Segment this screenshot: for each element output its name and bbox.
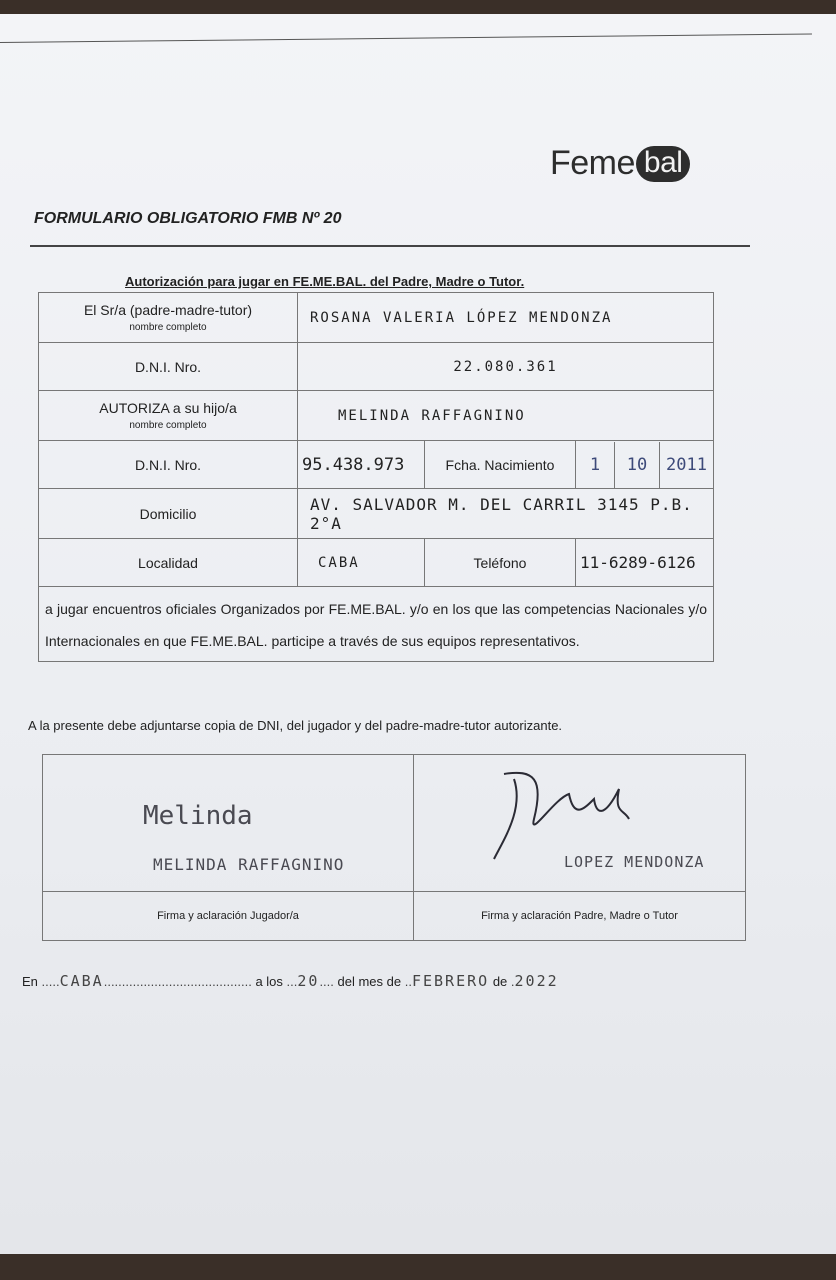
child-label: AUTORIZA a su hijo/a — [99, 400, 237, 416]
parent-dni-row — [39, 343, 714, 391]
parent-label: El Sr/a (padre-madre-tutor) — [83, 302, 253, 318]
child-name-value[interactable]: MELINDA RAFFAGNINO — [298, 391, 714, 441]
phone-value[interactable]: 11-6289-6126 — [576, 539, 714, 587]
child-row — [39, 391, 714, 441]
address-row — [39, 489, 714, 539]
birth-date-cell — [576, 441, 714, 489]
player-signature: Melinda — [143, 801, 253, 831]
date-day[interactable]: 20 — [297, 972, 320, 990]
date-year[interactable]: 2022 — [514, 972, 559, 990]
authorization-text-row — [39, 587, 714, 662]
logo-badge: bal — [636, 146, 691, 182]
form-title: FORMULARIO OBLIGATORIO FMB Nº 20 — [34, 210, 342, 227]
child-dni-value[interactable]: 95.438.973 — [298, 441, 425, 489]
city-row — [39, 539, 714, 587]
parent-dni-label: D.N.I. Nro. — [39, 343, 298, 391]
date-year-prefix: de — [492, 974, 508, 989]
parent-sublabel: nombre completo — [129, 322, 207, 333]
player-signature-box[interactable] — [43, 755, 414, 892]
title-divider — [30, 245, 750, 247]
child-dni-label: D.N.I. Nro. — [39, 441, 298, 489]
birth-day-value[interactable]: 1 — [589, 454, 601, 475]
child-dni-row — [39, 441, 714, 489]
phone-label: Teléfono — [425, 539, 576, 587]
city-label: Localidad — [39, 539, 298, 587]
authorization-table — [38, 292, 714, 662]
parent-name-value[interactable]: ROSANA VALERIA LÓPEZ MENDONZA — [298, 293, 714, 343]
signature-table — [42, 754, 746, 941]
top-rule — [0, 33, 812, 43]
attachment-note: A la presente debe adjuntarse copia de DNI, del jugador y del padre-madre-tutor autorizante. — [28, 718, 563, 733]
child-sublabel: nombre completo — [129, 420, 207, 431]
parent-label-cell — [39, 293, 298, 343]
city-value[interactable]: CABA — [298, 539, 425, 587]
parent-signature-label: Firma y aclaración Padre, Madre o Tutor — [414, 892, 746, 941]
date-month[interactable]: FEBRERO — [411, 972, 490, 990]
authorization-text: a jugar encuentros oficiales Organizados por FE.ME.BAL. y/o en los que las competencias Nacionales y/o Internacionales en que FE.ME.BAL. participe a través de sus equipos representativos. — [39, 587, 714, 662]
child-label-cell — [39, 391, 298, 441]
birth-month-value[interactable]: 10 — [626, 454, 648, 475]
parent-dni-value[interactable]: 22.080.361 — [298, 343, 714, 391]
parent-clarification: LOPEZ MENDONZA — [564, 853, 705, 871]
parent-signature-box[interactable] — [414, 755, 746, 892]
date-line: En .....CABA......................................... a los ...20.... del mes de ..FEBRERO de .2022 — [22, 972, 559, 990]
player-signature-label: Firma y aclaración Jugador/a — [43, 892, 414, 941]
birth-date-label: Fcha. Nacimiento — [425, 441, 576, 489]
date-day-prefix: a los — [255, 974, 283, 989]
birth-year-value[interactable]: 2011 — [666, 454, 707, 475]
parent-row — [39, 293, 714, 343]
date-month-prefix: del mes de — [337, 974, 402, 989]
form-subtitle: Autorización para jugar en FE.ME.BAL. del Padre, Madre o Tutor. — [125, 274, 525, 289]
date-place[interactable]: CABA — [59, 972, 104, 990]
player-clarification: MELINDA RAFFAGNINO — [153, 855, 345, 874]
logo-text: Feme — [550, 144, 635, 182]
address-value[interactable]: AV. SALVADOR M. DEL CARRIL 3145 P.B. 2°A — [298, 489, 714, 539]
address-label: Domicilio — [39, 489, 298, 539]
femebal-logo — [550, 144, 690, 183]
date-prefix: En — [22, 974, 38, 989]
